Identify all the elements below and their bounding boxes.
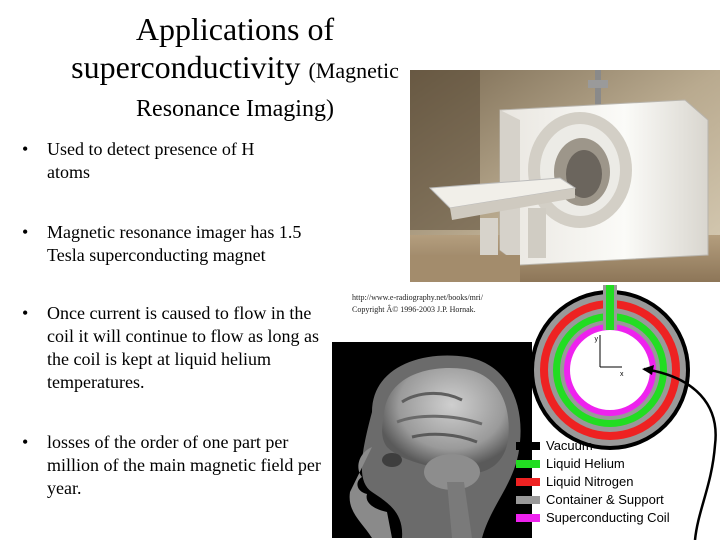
legend-swatch: [516, 478, 540, 486]
fill-tube-helium: [606, 285, 614, 330]
bullet-text: Magnetic resonance imager has 1.5 Tesla superconducting magnet: [47, 222, 302, 265]
title-paren: (Magnetic: [308, 58, 399, 83]
bullet-item: [22, 431, 332, 500]
title-main-word: superconductivity: [71, 49, 301, 85]
bullet-dot: •: [22, 222, 29, 242]
title-line-1: Applications of: [135, 11, 335, 47]
bore: [570, 330, 650, 410]
slide-title: [0, 10, 470, 126]
title-line-2: [0, 48, 470, 90]
brain-mri-scan: [332, 342, 532, 538]
axis-y-label: y: [594, 336, 598, 343]
bullet-text: Used to detect presence of H atoms: [47, 139, 255, 182]
legend-label: Container & Support: [546, 492, 664, 507]
bullet-item: [22, 221, 332, 267]
legend-label: Vacuum: [546, 438, 593, 453]
legend-swatch: [516, 496, 540, 504]
legend-label: Liquid Helium: [546, 456, 625, 471]
title-line-3: Resonance Imaging): [136, 96, 334, 122]
legend-swatch: [516, 460, 540, 468]
legend-label: Superconducting Coil: [546, 510, 670, 525]
bullet-text: losses of the order of one part per million of the main magnetic field per year.: [47, 432, 321, 498]
bullet-text: Once current is caused to flow in the coil it will continue to flow as long as the coil is kept at liquid helium temperatures.: [47, 303, 319, 392]
legend-swatch: [516, 442, 540, 450]
bullet-dot: •: [22, 303, 29, 323]
image-credit: [352, 292, 483, 316]
axis-x-label: x: [620, 371, 624, 378]
bullet-dot: •: [22, 432, 29, 452]
credit-copyright: Copyright Â© 1996-2003 J.P. Hornak.: [352, 305, 476, 314]
legend-label: Liquid Nitrogen: [546, 474, 634, 489]
legend-swatch: [516, 514, 540, 522]
credit-url: http://www.e-radiography.net/books/mri/: [352, 293, 483, 302]
bullet-item: [22, 138, 332, 184]
bullet-item: [22, 302, 332, 394]
bullet-dot: •: [22, 139, 29, 159]
